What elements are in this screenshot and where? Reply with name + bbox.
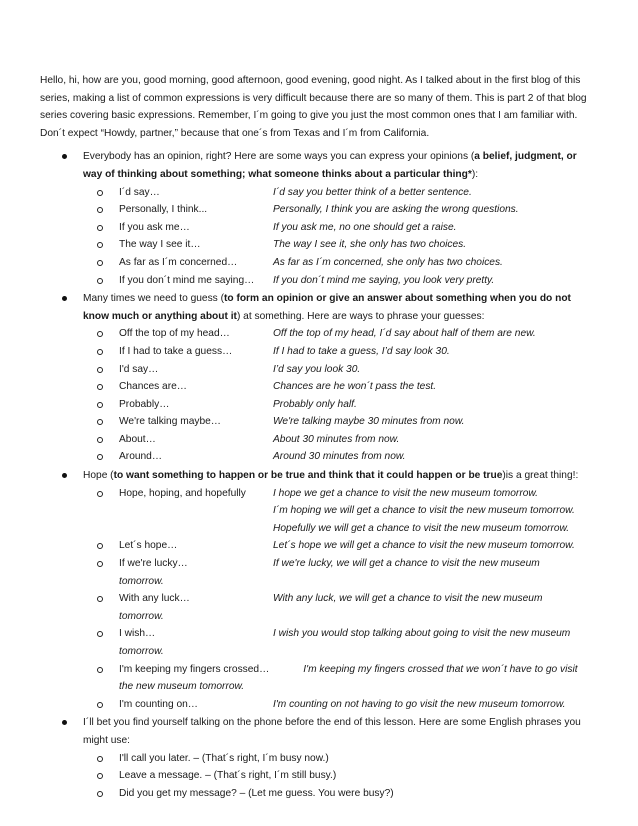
phrase: Off the top of my head… (119, 328, 230, 340)
sub-item (83, 184, 598, 202)
phrase: Personally, I think... (119, 204, 208, 216)
example: As far as I´m concerned, she only has two choices. (273, 256, 503, 268)
example: Off the top of my head, I´d say about half of them are new. (273, 328, 536, 340)
phrase: Hope, hoping, and hopefully (119, 487, 246, 499)
sub-bullet (97, 596, 103, 602)
sub-item (83, 361, 598, 379)
example: I’d say you look 30. (273, 363, 361, 375)
phrase: If we're lucky… (119, 558, 188, 570)
example: Probably only half. (273, 398, 357, 410)
example-continued: tomorrow. (119, 610, 164, 622)
hope-sublist (83, 485, 598, 714)
example-continued: I´m hoping we will get a chance to visit the new museum tomorrow. (273, 505, 575, 517)
phone-sublist (83, 750, 598, 803)
hope-intro-end: )is a great thing!: (502, 470, 579, 482)
phone-phrase: I'll call you later. – (That´s right, I´m busy now.) (119, 752, 329, 764)
phrase: I'd say… (119, 363, 159, 375)
sub-item (83, 201, 598, 219)
sub-item (83, 661, 598, 679)
sub-item (83, 767, 598, 785)
phone-phrase: Did you get my message? – (Let me guess. You were busy?) (119, 787, 394, 799)
sub-item (83, 696, 598, 714)
sub-bullet (97, 773, 103, 779)
sub-item (83, 555, 598, 573)
opinion-intro-text: Everybody has an opinion, right? Here are some ways you can express your opinions ( (83, 151, 475, 163)
sub-bullet (97, 419, 103, 425)
phrase: Around… (119, 451, 163, 463)
sub-item (83, 343, 598, 361)
phrase: We're talking maybe… (119, 416, 221, 428)
example: If you don´t mind me saying, you look very pretty. (273, 274, 495, 286)
example: If I had to take a guess, I’d say look 30. (273, 345, 450, 357)
guess-intro-end: ) at something. Here are ways to phrase your guesses: (236, 310, 485, 322)
sub-bullet (97, 756, 103, 762)
sub-item (83, 590, 598, 608)
opinion-sublist (83, 184, 598, 290)
intro-paragraph: Hello, hi, how are you, good morning, good afternoon, good evening, good night. As I talked about in the first blog of this series, making a list of common expressions is very difficult because there are so many of them. This is part 2 of that blog series covering basic expressions. Remember, I´m going to give you just the most common ones that I am familiar with. Don´t expect “Howdy, partner,” because that one´s from Texas and I´m from California. (40, 75, 587, 139)
sub-item-continued (83, 678, 598, 696)
sub-item (83, 236, 598, 254)
bullet-dot (62, 296, 67, 301)
phone-intro-text: I´ll bet you find yourself talking on the phone before the end of this lesson. Here are some English phrases you might use: (83, 717, 581, 746)
sub-item (83, 625, 598, 643)
sub-item (83, 485, 598, 503)
example: Chances are he won´t pass the test. (273, 381, 437, 393)
phrase: The way I see it… (119, 239, 201, 251)
example: If we're lucky, we will get a chance to visit the new museum (273, 558, 540, 570)
phrase: As far as I´m concerned… (119, 256, 238, 268)
sub-bullet (97, 242, 103, 248)
sub-bullet (97, 561, 103, 567)
sub-item (83, 431, 598, 449)
sub-bullet (97, 190, 103, 196)
sub-item-continued (83, 643, 598, 661)
sub-item (83, 413, 598, 431)
opinion-definition: a belief, judgment, or way of thinking about something; what someone thinks about a particular thing* (83, 151, 577, 180)
sub-bullet (97, 331, 103, 337)
example-continued: tomorrow. (119, 575, 164, 587)
example-continued: the new museum tomorrow. (119, 681, 245, 693)
example: Let´s hope we will get a chance to visit the new museum tomorrow. (273, 540, 575, 552)
example: I'm keeping my fingers crossed that we won´t have to go visit (303, 663, 578, 675)
sub-bullet (97, 702, 103, 708)
sub-bullet (97, 278, 103, 284)
sub-bullet (97, 491, 103, 497)
sub-item (83, 785, 598, 803)
sub-bullet (97, 454, 103, 460)
sub-item (83, 272, 598, 290)
sub-bullet (97, 437, 103, 443)
sub-bullet (97, 207, 103, 213)
sub-bullet (97, 667, 103, 673)
example: If you ask me, no one should get a raise. (273, 221, 457, 233)
hope-definition: to want something to happen or be true and think that it could happen or be true (113, 470, 503, 482)
sub-bullet (97, 225, 103, 231)
guess-sublist (83, 325, 598, 466)
bullet-dot (62, 720, 67, 725)
sub-bullet (97, 384, 103, 390)
phrase: I'm counting on… (119, 698, 198, 710)
phrase: I wish… (119, 628, 156, 640)
sub-item (83, 378, 598, 396)
phrase: I´d say… (119, 186, 160, 198)
bullet-guess (40, 290, 598, 466)
bullet-hope (40, 467, 598, 713)
example: I wish you would stop talking about going to visit the new museum (273, 628, 571, 640)
guess-intro-text: Many times we need to guess ( (83, 293, 224, 305)
main-bullet-list (40, 148, 598, 802)
phrase: If I had to take a guess… (119, 345, 233, 357)
example-continued: Hopefully we will get a chance to visit the new museum tomorrow. (273, 522, 570, 534)
bullet-phone (40, 714, 598, 802)
sub-bullet (97, 367, 103, 373)
sub-item (83, 325, 598, 343)
sub-item-continued (83, 608, 598, 626)
opinion-intro-end: ): (471, 168, 479, 180)
example: With any luck, we will get a chance to visit the new museum (273, 593, 543, 605)
example: Personally, I think you are asking the wrong questions. (273, 204, 519, 216)
phrase: If you ask me… (119, 221, 190, 233)
sub-bullet (97, 631, 103, 637)
example: We're talking maybe 30 minutes from now. (273, 416, 465, 428)
sub-item (83, 750, 598, 768)
phrase: About… (119, 433, 156, 445)
sub-item (83, 254, 598, 272)
phrase: I'm keeping my fingers crossed… (119, 663, 270, 675)
sub-item (83, 219, 598, 237)
example: I'm counting on not having to go visit the new museum tomorrow. (273, 698, 566, 710)
sub-item (83, 537, 598, 555)
bullet-opinion (40, 148, 598, 289)
bullet-dot (62, 154, 67, 159)
phrase: Probably… (119, 398, 170, 410)
sub-bullet (97, 791, 103, 797)
example: I hope we get a chance to visit the new museum tomorrow. (273, 487, 539, 499)
sub-bullet (97, 402, 103, 408)
example: The way I see it, she only has two choices. (273, 239, 467, 251)
sub-item-continued (83, 573, 598, 591)
phrase: Let´s hope… (119, 540, 178, 552)
sub-item (83, 448, 598, 466)
sub-item (83, 396, 598, 414)
sub-bullet (97, 260, 103, 266)
sub-bullet (97, 349, 103, 355)
hope-intro-text: Hope ( (83, 470, 114, 482)
guess-definition: to form an opinion or give an answer about something when you do not know much or anything about it (83, 293, 571, 322)
phrase: Chances are… (119, 381, 187, 393)
phrase: With any luck… (119, 593, 190, 605)
example: About 30 minutes from now. (273, 433, 400, 445)
phrase: If you don´t mind me saying… (119, 274, 255, 286)
sub-bullet (97, 543, 103, 549)
example: I´d say you better think of a better sentence. (273, 186, 472, 198)
example: Around 30 minutes from now. (273, 451, 406, 463)
bullet-dot (62, 473, 67, 478)
phone-phrase: Leave a message. – (That´s right, I´m still busy.) (119, 770, 337, 782)
example-continued: tomorrow. (119, 646, 164, 657)
